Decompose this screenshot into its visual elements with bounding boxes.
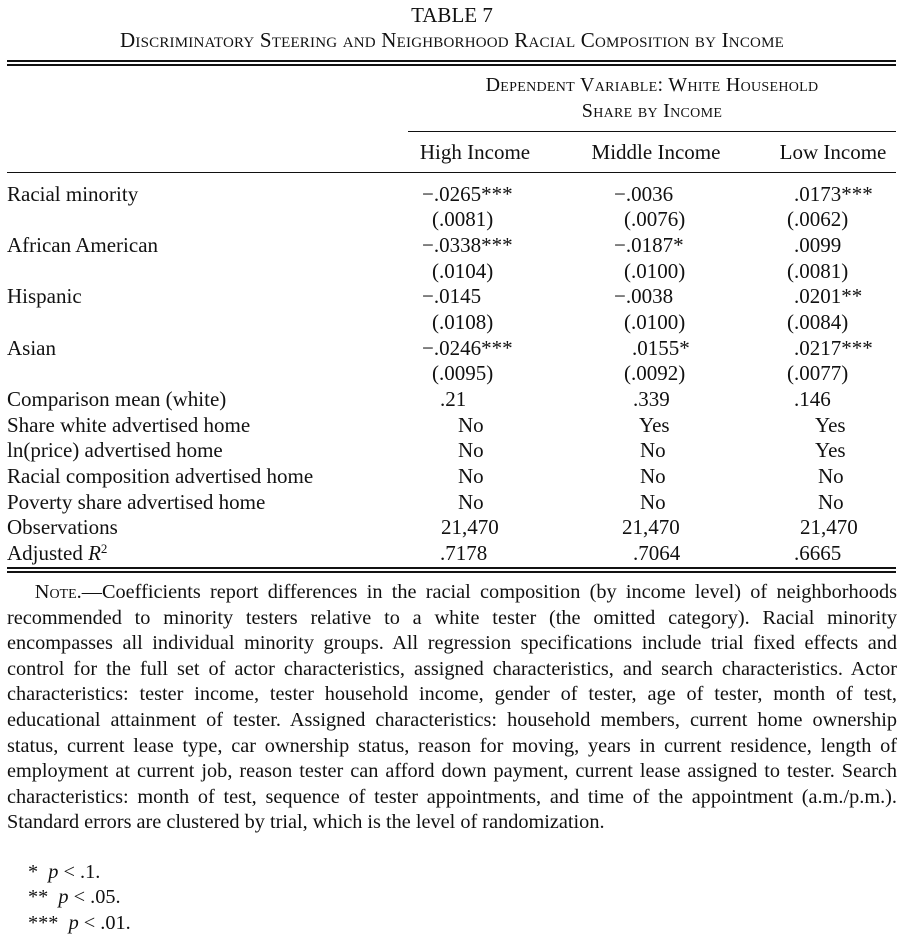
significance-note-2 [28, 885, 121, 911]
sig-stars-1: * [28, 861, 39, 883]
stat-share-white-high: No [458, 413, 484, 437]
row-label-african-american: African American [7, 233, 159, 257]
se-african-american-high: (.0104) [432, 259, 494, 283]
dependent-variable-line-2: Share by Income [581, 100, 723, 122]
sig-rest-3: < .01. [78, 912, 131, 934]
se-asian-middle: (.0092) [624, 361, 686, 385]
stat-poverty-share-high: No [458, 490, 484, 514]
header-rule [7, 172, 896, 173]
stat-ln-price-high: No [458, 438, 484, 462]
row-label-racial-composition: Racial composition advertised home [7, 464, 314, 488]
note-text: —Coefficients report differences in the racial composition (by income level) of neighborhoods recommended to minority testers relative to a white tester (the omitted category). Racial minority encompasses all individual minority groups. All regression specifications include trial fixed effects and control for the full set of actor characteristics, assigned characteristics, and search characteristics. Actor characteristics: tester income, tester household income, gender of tester, age of tester, month of test, educational attainment of tester. Assigned characteristics: household members, current home ownership status, current lease type, car ownership status, reason for moving, years in current residence, length of employment at current job, reason tester can afford down payment, current lease assigned to tester. Search characteristics: month of test, sequence of tester appointments, and time of the appointment (a.m./p.m.). Standard errors are clustered by trial, which is the level of randomization. [7, 581, 897, 834]
bottom-rule-1 [7, 567, 896, 569]
note-lead: Note. [34, 581, 82, 603]
table-note [7, 580, 897, 836]
coef-racial-minority-high: −.0265*** [422, 182, 513, 206]
sig-rest-1: < .1. [58, 861, 101, 883]
row-label-ln-price: ln(price) advertised home [7, 438, 223, 462]
row-label-observations: Observations [7, 515, 118, 539]
stat-racial-composition-high: No [458, 464, 484, 488]
stat-poverty-share-middle: No [640, 490, 666, 514]
stat-comparison-mean-middle: .339 [633, 387, 670, 411]
se-african-american-low: (.0081) [787, 259, 849, 283]
row-label-share-white: Share white advertised home [7, 413, 251, 437]
se-hispanic-middle: (.0100) [624, 310, 686, 334]
row-label-poverty-share: Poverty share advertised home [7, 490, 266, 514]
sig-rest-2: < .05. [68, 886, 121, 908]
se-asian-low: (.0077) [787, 361, 849, 385]
row-label-asian: Asian [7, 336, 56, 360]
stat-poverty-share-low: No [818, 490, 844, 514]
sig-p-3: p [68, 912, 79, 934]
column-header-high-income: High Income [419, 140, 531, 164]
coef-racial-minority-middle: −.0036 [614, 182, 674, 206]
sig-p-1: p [48, 861, 59, 883]
stat-racial-composition-low: No [818, 464, 844, 488]
stat-comparison-mean-high: .21 [440, 387, 467, 411]
column-header-low-income: Low Income [779, 140, 887, 164]
coef-asian-high: −.0246*** [422, 336, 513, 360]
row-label-comparison-mean: Comparison mean (white) [7, 387, 227, 411]
stat-observations-low: 21,470 [800, 515, 858, 539]
coef-african-american-low: .0099 [794, 233, 842, 257]
stat-share-white-middle: Yes [639, 413, 670, 437]
se-racial-minority-low: (.0062) [787, 207, 849, 231]
se-racial-minority-high: (.0081) [432, 207, 494, 231]
table-number: TABLE 7 [411, 3, 493, 27]
se-asian-high: (.0095) [432, 361, 494, 385]
stat-share-white-low: Yes [815, 413, 846, 437]
stat-observations-middle: 21,470 [622, 515, 680, 539]
se-racial-minority-middle: (.0076) [624, 207, 686, 231]
row-label-hispanic: Hispanic [7, 284, 82, 308]
se-hispanic-high: (.0108) [432, 310, 494, 334]
coef-asian-middle: .0155* [632, 336, 690, 360]
stat-observations-high: 21,470 [441, 515, 499, 539]
se-african-american-middle: (.0100) [624, 259, 686, 283]
dependent-variable-line-1: Dependent Variable: White Household [485, 74, 819, 96]
row-label-racial-minority: Racial minority [7, 182, 139, 206]
spanner-rule [408, 131, 896, 132]
significance-note-1 [28, 860, 100, 886]
coef-hispanic-high: −.0145 [422, 284, 482, 308]
stat-adjusted-r2-low: .6665 [794, 541, 842, 565]
se-hispanic-low: (.0084) [787, 310, 849, 334]
coef-hispanic-low: .0201** [794, 284, 863, 308]
top-rule-2 [7, 64, 896, 66]
coef-african-american-high: −.0338*** [422, 233, 513, 257]
row-label-adjusted-r2: Adjusted $R^2$ [7, 541, 108, 565]
stat-racial-composition-middle: No [640, 464, 666, 488]
significance-note-3 [28, 911, 131, 937]
dependent-variable-header [408, 72, 896, 124]
coef-asian-low: .0217*** [794, 336, 873, 360]
sig-stars-3: *** [28, 912, 59, 934]
table-title: Discriminatory Steering and Neighborhood Racial Composition by Income [120, 28, 784, 52]
stat-adjusted-r2-middle: .7064 [633, 541, 681, 565]
coef-hispanic-middle: −.0038 [614, 284, 674, 308]
coef-racial-minority-low: .0173*** [794, 182, 873, 206]
stat-adjusted-r2-high: .7178 [440, 541, 488, 565]
top-rule-1 [7, 60, 896, 62]
stat-ln-price-middle: No [640, 438, 666, 462]
stat-comparison-mean-low: .146 [794, 387, 831, 411]
sig-stars-2: ** [28, 886, 49, 908]
bottom-rule-2 [7, 571, 896, 573]
sig-p-2: p [58, 886, 69, 908]
stat-ln-price-low: Yes [815, 438, 846, 462]
column-header-middle-income: Middle Income [591, 140, 721, 164]
coef-african-american-middle: −.0187* [614, 233, 684, 257]
